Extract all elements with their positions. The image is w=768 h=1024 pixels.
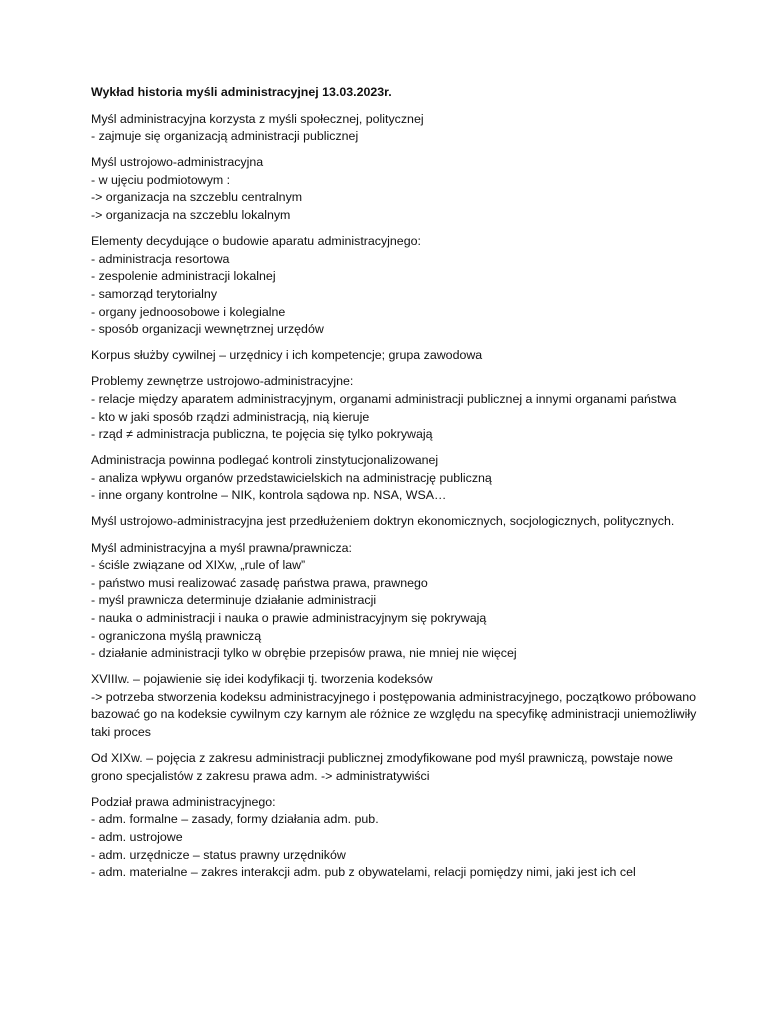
paragraph <box>91 671 701 741</box>
text-line: - inne organy kontrolne – NIK, kontrola sądowa np. NSA, WSA… <box>91 488 447 503</box>
text-line: -> potrzeba stworzenia kodeksu administracyjnego i postępowania administracyjnego, początkowo próbowano bazować go na kodeksie cywilnym czy karnym ale różnice ze względu na specyfikę administracji uniemożliwiły taki proces <box>91 689 697 739</box>
text-line: - organy jednoosobowe i kolegialne <box>91 304 286 319</box>
text-line: - ograniczona myślą prawniczą <box>91 628 262 643</box>
text-line: Myśl administracyjna a myśl prawna/prawnicza: <box>91 540 352 555</box>
document-page <box>91 84 701 890</box>
paragraph <box>91 373 701 443</box>
text-line: - ściśle związane od XIXw, „rule of law” <box>91 558 306 573</box>
text-line: Myśl ustrojowo-administracyjna jest przedłużeniem doktryn ekonomicznych, socjologicznych, politycznych. <box>91 514 675 529</box>
document-title: Wykład historia myśli administracyjnej 13.03.2023r. <box>91 85 392 99</box>
text-line: - państwo musi realizować zasadę państwa prawa, prawnego <box>91 575 428 590</box>
text-line: Podział prawa administracyjnego: <box>91 794 276 809</box>
paragraph <box>91 111 701 146</box>
text-line: - relacje między aparatem administracyjnym, organami administracji publicznej a innymi organami państwa <box>91 391 677 406</box>
paragraph <box>91 540 701 663</box>
text-line: - zespolenie administracji lokalnej <box>91 269 276 284</box>
text-line: - adm. formalne – zasady, formy działania adm. pub. <box>91 812 379 827</box>
paragraph <box>91 233 701 339</box>
text-line: Problemy zewnętrze ustrojowo-administracyjne: <box>91 374 354 389</box>
text-line: - adm. ustrojowe <box>91 829 183 844</box>
text-line: - kto w jaki sposób rządzi administracją, nią kieruje <box>91 409 370 424</box>
paragraph <box>91 452 701 505</box>
text-line: - nauka o administracji i nauka o prawie administracyjnym się pokrywają <box>91 610 487 625</box>
text-line: Myśl administracyjna korzysta z myśli społecznej, politycznej <box>91 111 424 126</box>
text-line: - działanie administracji tylko w obrębie przepisów prawa, nie mniej nie więcej <box>91 646 517 661</box>
paragraph <box>91 347 701 365</box>
text-line: - myśl prawnicza determinuje działanie administracji <box>91 593 377 608</box>
text-line: - analiza wpływu organów przedstawicielskich na administrację publiczną <box>91 470 492 485</box>
text-line: Od XIXw. – pojęcia z zakresu administracji publicznej zmodyfikowane pod myśl prawniczą, powstaje nowe grono specjalistów z zakresu prawa adm. -> administratywiści <box>91 751 673 783</box>
text-line: Korpus służby cywilnej – urzędnicy i ich kompetencje; grupa zawodowa <box>91 348 483 363</box>
text-line: - administracja resortowa <box>91 251 230 266</box>
document-body <box>91 111 701 882</box>
text-line: - adm. urzędnicze – status prawny urzędników <box>91 847 346 862</box>
text-line: - samorząd terytorialny <box>91 286 218 301</box>
text-line: - zajmuje się organizacją administracji publicznej <box>91 129 359 144</box>
text-line: Myśl ustrojowo-administracyjna <box>91 155 264 170</box>
paragraph <box>91 794 701 882</box>
text-line: Administracja powinna podlegać kontroli zinstytucjonalizowanej <box>91 453 439 468</box>
text-line: Elementy decydujące o budowie aparatu administracyjnego: <box>91 234 421 249</box>
text-line: -> organizacja na szczeblu centralnym <box>91 190 303 205</box>
text-line: -> organizacja na szczeblu lokalnym <box>91 208 291 223</box>
paragraph <box>91 154 701 224</box>
paragraph <box>91 513 701 531</box>
text-line: - adm. materialne – zakres interakcji adm. pub z obywatelami, relacji pomiędzy nimi, jaki jest ich cel <box>91 865 636 880</box>
text-line: XVIIIw. – pojawienie się idei kodyfikacji tj. tworzenia kodeksów <box>91 672 433 687</box>
text-line: - w ujęciu podmiotowym : <box>91 172 231 187</box>
paragraph <box>91 750 701 785</box>
text-line: - sposób organizacji wewnętrznej urzędów <box>91 322 324 337</box>
text-line: - rząd ≠ administracja publiczna, te pojęcia się tylko pokrywają <box>91 427 433 442</box>
